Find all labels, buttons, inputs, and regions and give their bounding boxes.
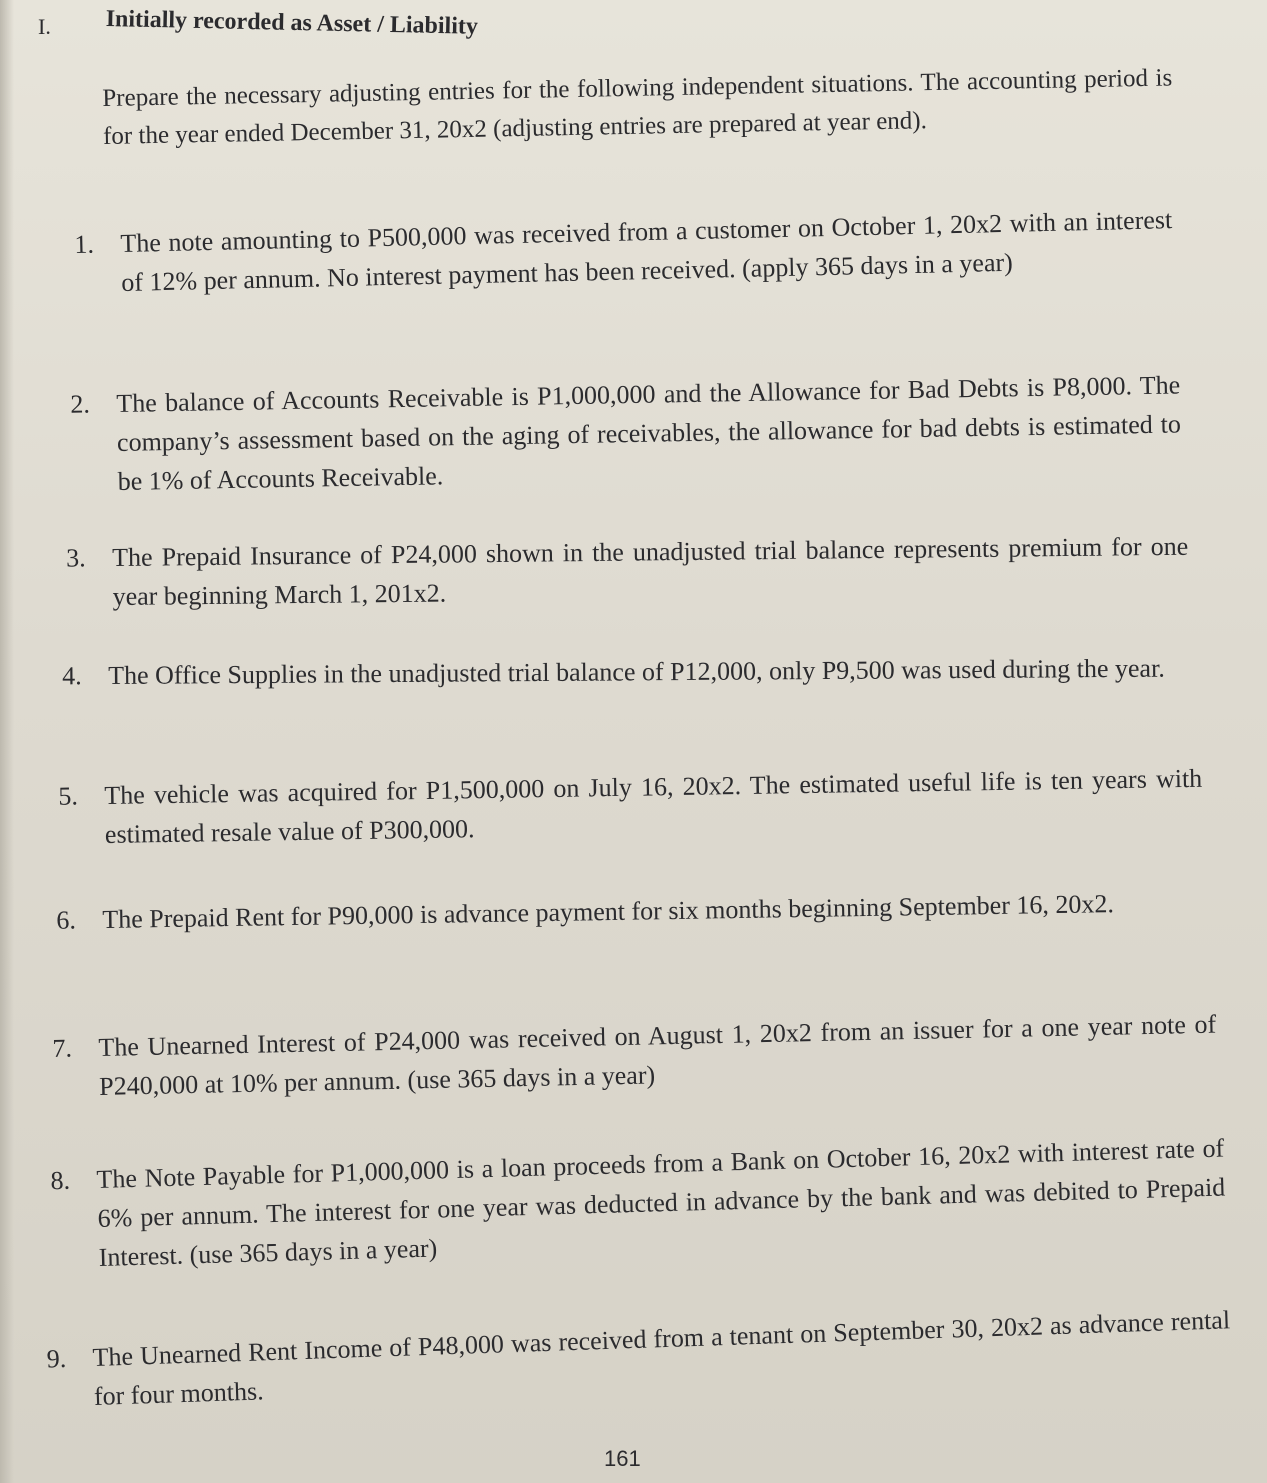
page-edge-shadow xyxy=(0,0,14,1483)
problem-item-9 xyxy=(46,1300,1232,1416)
problem-item-1 xyxy=(74,200,1173,302)
section-title: Initially recorded as Asset / Liability xyxy=(105,6,479,40)
problem-number: 8. xyxy=(50,1165,71,1196)
problem-text: The Office Supplies in the unadjusted trial balance of P12,000, only P9,500 was used during the year. xyxy=(108,653,1165,690)
problem-text: The Prepaid Insurance of P24,000 shown in the unadjusted trial balance represents premium for one year beginning March 1, 201x2. xyxy=(112,531,1189,611)
problem-number: 3. xyxy=(66,543,86,573)
section-number: I. xyxy=(38,14,51,39)
problem-item-8 xyxy=(50,1129,1227,1277)
problem-item-6 xyxy=(56,883,1210,939)
problem-text: The Note Payable for P1,000,000 is a loan proceeds from a Bank on October 16, 20x2 with interest rate of 6% per annum. The interest for one year was deducted in advance by the bank and was debited to Prepaid Interest. (use 365 days in a year) xyxy=(96,1133,1226,1272)
problem-number: 1. xyxy=(74,229,95,260)
problem-text: The note amounting to P500,000 was received from a customer on October 1, 20x2 with an interest of 12% per annum. No interest payment has been received. (apply 365 days in a year) xyxy=(120,205,1173,297)
problem-number: 5. xyxy=(58,781,79,811)
problem-text: The Unearned Rent Income of P48,000 was received from a tenant on September 30, 20x2 as advance rental for four months. xyxy=(92,1305,1231,1411)
problem-item-5 xyxy=(58,759,1203,854)
page-number: 161 xyxy=(604,1446,641,1471)
problem-item-7 xyxy=(52,1005,1217,1106)
problem-number: 7. xyxy=(52,1033,73,1063)
problem-item-4 xyxy=(62,648,1196,695)
problem-item-2 xyxy=(70,365,1182,501)
problem-number: 4. xyxy=(62,661,82,691)
problem-text: The Prepaid Rent for P90,000 is advance payment for six months beginning September 16, 20x2. xyxy=(102,889,1115,934)
problem-text: The balance of Accounts Receivable is P1,000,000 and the Allowance for Bad Debts is P8,000. The company’s assessment based on the aging of receivables, the allowance for bad debts is estimated to be 1% of Accounts Receivable. xyxy=(116,370,1182,496)
problem-number: 9. xyxy=(46,1343,67,1374)
problem-text: The vehicle was acquired for P1,500,000 on July 16, 20x2. The estimated useful life is ten years with estimated resale value of P300,000. xyxy=(104,763,1203,849)
instructions-paragraph: Prepare the necessary adjusting entries for the following independent situations. The accounting period is for the year ended December 31, 20x2 (adjusting entries are prepared at year end). xyxy=(102,64,1173,150)
problem-text: The Unearned Interest of P24,000 was received on August 1, 20x2 from an issuer for a one year note of P240,000 at 10% per annum. (use 365 days in a year) xyxy=(98,1009,1217,1101)
problem-item-3 xyxy=(66,527,1189,616)
problem-number: 6. xyxy=(56,905,77,935)
problem-number: 2. xyxy=(70,389,91,419)
